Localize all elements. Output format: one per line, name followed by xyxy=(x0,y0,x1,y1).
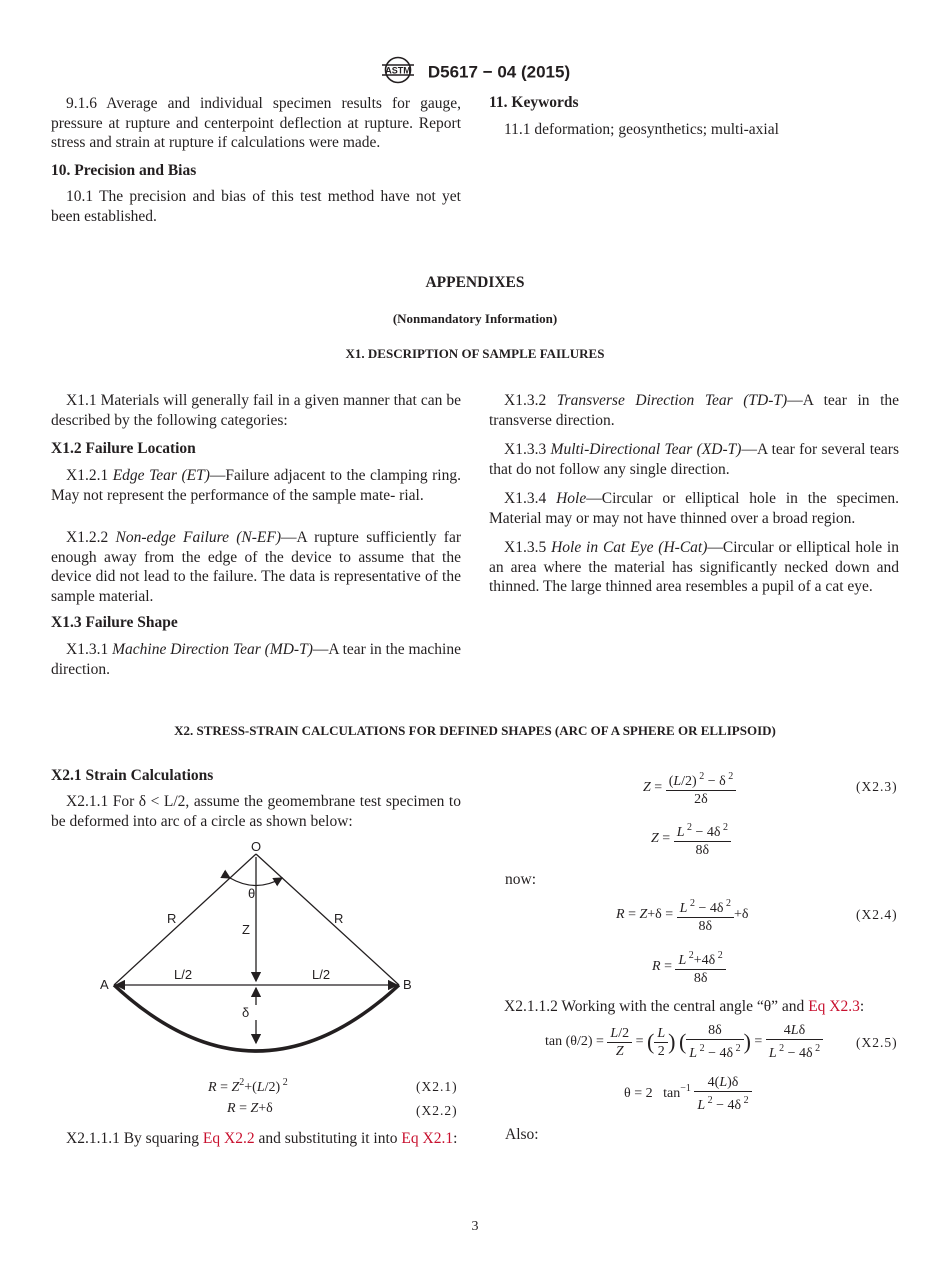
para-x2-1-1: X2.1.1 For δ < L/2, assume the geomembrane test specimen to be deformed into arc of a circle as shown below: xyxy=(51,793,461,830)
section-11-heading: 11. Keywords xyxy=(489,94,579,111)
para-x2-1-1-2: X2.1.1.2 Working with the central angle “θ” and Eq X2.3: xyxy=(504,998,865,1015)
label-delta: δ xyxy=(242,1005,250,1020)
label-l2-right: L/2 xyxy=(312,967,331,982)
page-header xyxy=(0,56,950,89)
appendixes-subtitle: (Nonmandatory Information) xyxy=(392,311,558,326)
para-x1-3-2: X1.3.2 Transverse Direction Tear (TD-T)—A tear in the transverse direction. xyxy=(489,392,900,429)
label-z: Z xyxy=(242,922,250,937)
page-number: 3 xyxy=(471,1219,479,1234)
para-x1-2-2: X1.2.2 Non-edge Failure (N-EF)—A rupture sufficiently far enough away from the edge of the device to assume that the device did not lead to the failure. The data is representative of the sample material. xyxy=(51,529,461,605)
para-x1-3-4: X1.3.4 Hole—Circular or elliptical hole in the specimen. Material may or may not have thinned over a broad region. xyxy=(489,490,900,527)
arc-deformation-diagram xyxy=(90,835,430,1060)
equation-z-simplified: Z = $\frac{L ^2 - 4\delta ^2}{8\delta}$ xyxy=(651,819,731,859)
x1-2-heading: X1.2 Failure Location xyxy=(51,440,196,457)
equation-r-simplified: R = $\frac{L ^2+4\delta ^2}{8\delta}$ xyxy=(652,947,726,987)
x2-1-heading: X2.1 Strain Calculations xyxy=(51,767,214,784)
x2-title: X2. STRESS-STRAIN CALCULATIONS FOR DEFINED SHAPES (ARC OF A SPHERE OR ELLIPSOID) xyxy=(174,723,776,738)
svg-text:ASTM: ASTM xyxy=(385,65,411,76)
label-r-right: R xyxy=(334,911,344,926)
x1-title: X1. DESCRIPTION OF SAMPLE FAILURES xyxy=(345,346,605,361)
radius-line-left xyxy=(114,854,256,985)
equation-x2-2: R = Z+δ xyxy=(227,1101,273,1116)
label-theta: θ xyxy=(248,886,256,901)
equation-number-x2-1: (X2.1) xyxy=(416,1079,458,1094)
astm-logo xyxy=(380,56,416,89)
para-x1-3-5: X1.3.5 Hole in Cat Eye (H-Cat)—Circular or elliptical hole in an area where the material has significantly necked down and thinned. The large thinned area resembles a pupil of a cat eye. xyxy=(489,539,899,595)
appendixes-title: APPENDIXES xyxy=(425,274,525,291)
para-9-1-6: 9.1.6 Average and individual specimen results for gauge, pressure at rupture and centerpoint deflection at rupture. Report stress and strain at rupture if calculations were made. xyxy=(51,95,461,151)
section-10-heading: 10. Precision and Bias xyxy=(51,162,197,179)
equation-number-x2-5: (X2.5) xyxy=(856,1035,898,1050)
para-x1-1: X1.1 Materials will generally fail in a given manner that can be described by the following categories: xyxy=(51,392,461,429)
now-label: now: xyxy=(505,871,536,888)
x1-3-heading: X1.3 Failure Shape xyxy=(51,614,178,631)
equation-x2-5: tan (θ/2) = $\frac{L/2}{Z}$ = ( $\frac{L}{2}$ ) ( $\frac{8\delta}{L ^2 - 4\delta ^2}$ ) = $\frac{4L\delta}{L ^2 - 4\delta ^2}$ xyxy=(545,1022,823,1062)
para-10-1: 10.1 The precision and bias of this test method have not yet been established. xyxy=(51,188,461,225)
label-b: B xyxy=(403,977,412,992)
equation-theta: θ = 2 $\tan^{-1}$ $\frac{4(L)\delta}{L ^2 - 4\delta ^2}$ xyxy=(624,1074,752,1114)
also-label: Also: xyxy=(505,1126,539,1143)
label-l2-left: L/2 xyxy=(174,967,193,982)
eq-x2-1-link[interactable]: Eq X2.1 xyxy=(401,1130,454,1147)
equation-x2-4: R = Z+δ = $\frac{L ^2 - 4\delta ^2}{8\delta}$ +δ xyxy=(616,895,748,935)
para-x2-1-1-1: X2.1.1.1 By squaring Eq X2.2 and substituting it into Eq X2.1: xyxy=(66,1130,458,1147)
para-x1-3-3: X1.3.3 Multi-Directional Tear (XD-T)—A tear for several tears that do not follow any single direction. xyxy=(489,441,900,478)
label-o: O xyxy=(250,839,262,854)
para-11-1: 11.1 deformation; geosynthetics; multi-axial xyxy=(504,121,779,138)
equation-number-x2-3: (X2.3) xyxy=(856,779,898,794)
equation-number-x2-4: (X2.4) xyxy=(856,907,898,922)
equation-number-x2-2: (X2.2) xyxy=(416,1103,458,1118)
document-designation: D5617 − 04 (2015) xyxy=(427,62,571,82)
label-r-left: R xyxy=(167,911,177,926)
radius-line-right xyxy=(256,854,399,985)
para-x1-2-1: X1.2.1 Edge Tear (ET)—Failure adjacent to the clamping ring. May not represent the performance of the sample mate- rial. xyxy=(51,467,461,504)
equation-x2-3: Z = $\frac{(L/2) ^2 - \delta ^2}{2\delta}$ xyxy=(643,768,736,808)
eq-x2-3-link[interactable]: Eq X2.3 xyxy=(808,998,860,1015)
eq-x2-2-link[interactable]: Eq X2.2 xyxy=(202,1130,255,1147)
label-a: A xyxy=(100,977,109,992)
para-x1-3-1: X1.3.1 Machine Direction Tear (MD-T)—A tear in the machine direction. xyxy=(51,641,461,678)
equation-x2-1: $R = Z^2+(L/2)$ $^2$ xyxy=(208,1077,288,1095)
